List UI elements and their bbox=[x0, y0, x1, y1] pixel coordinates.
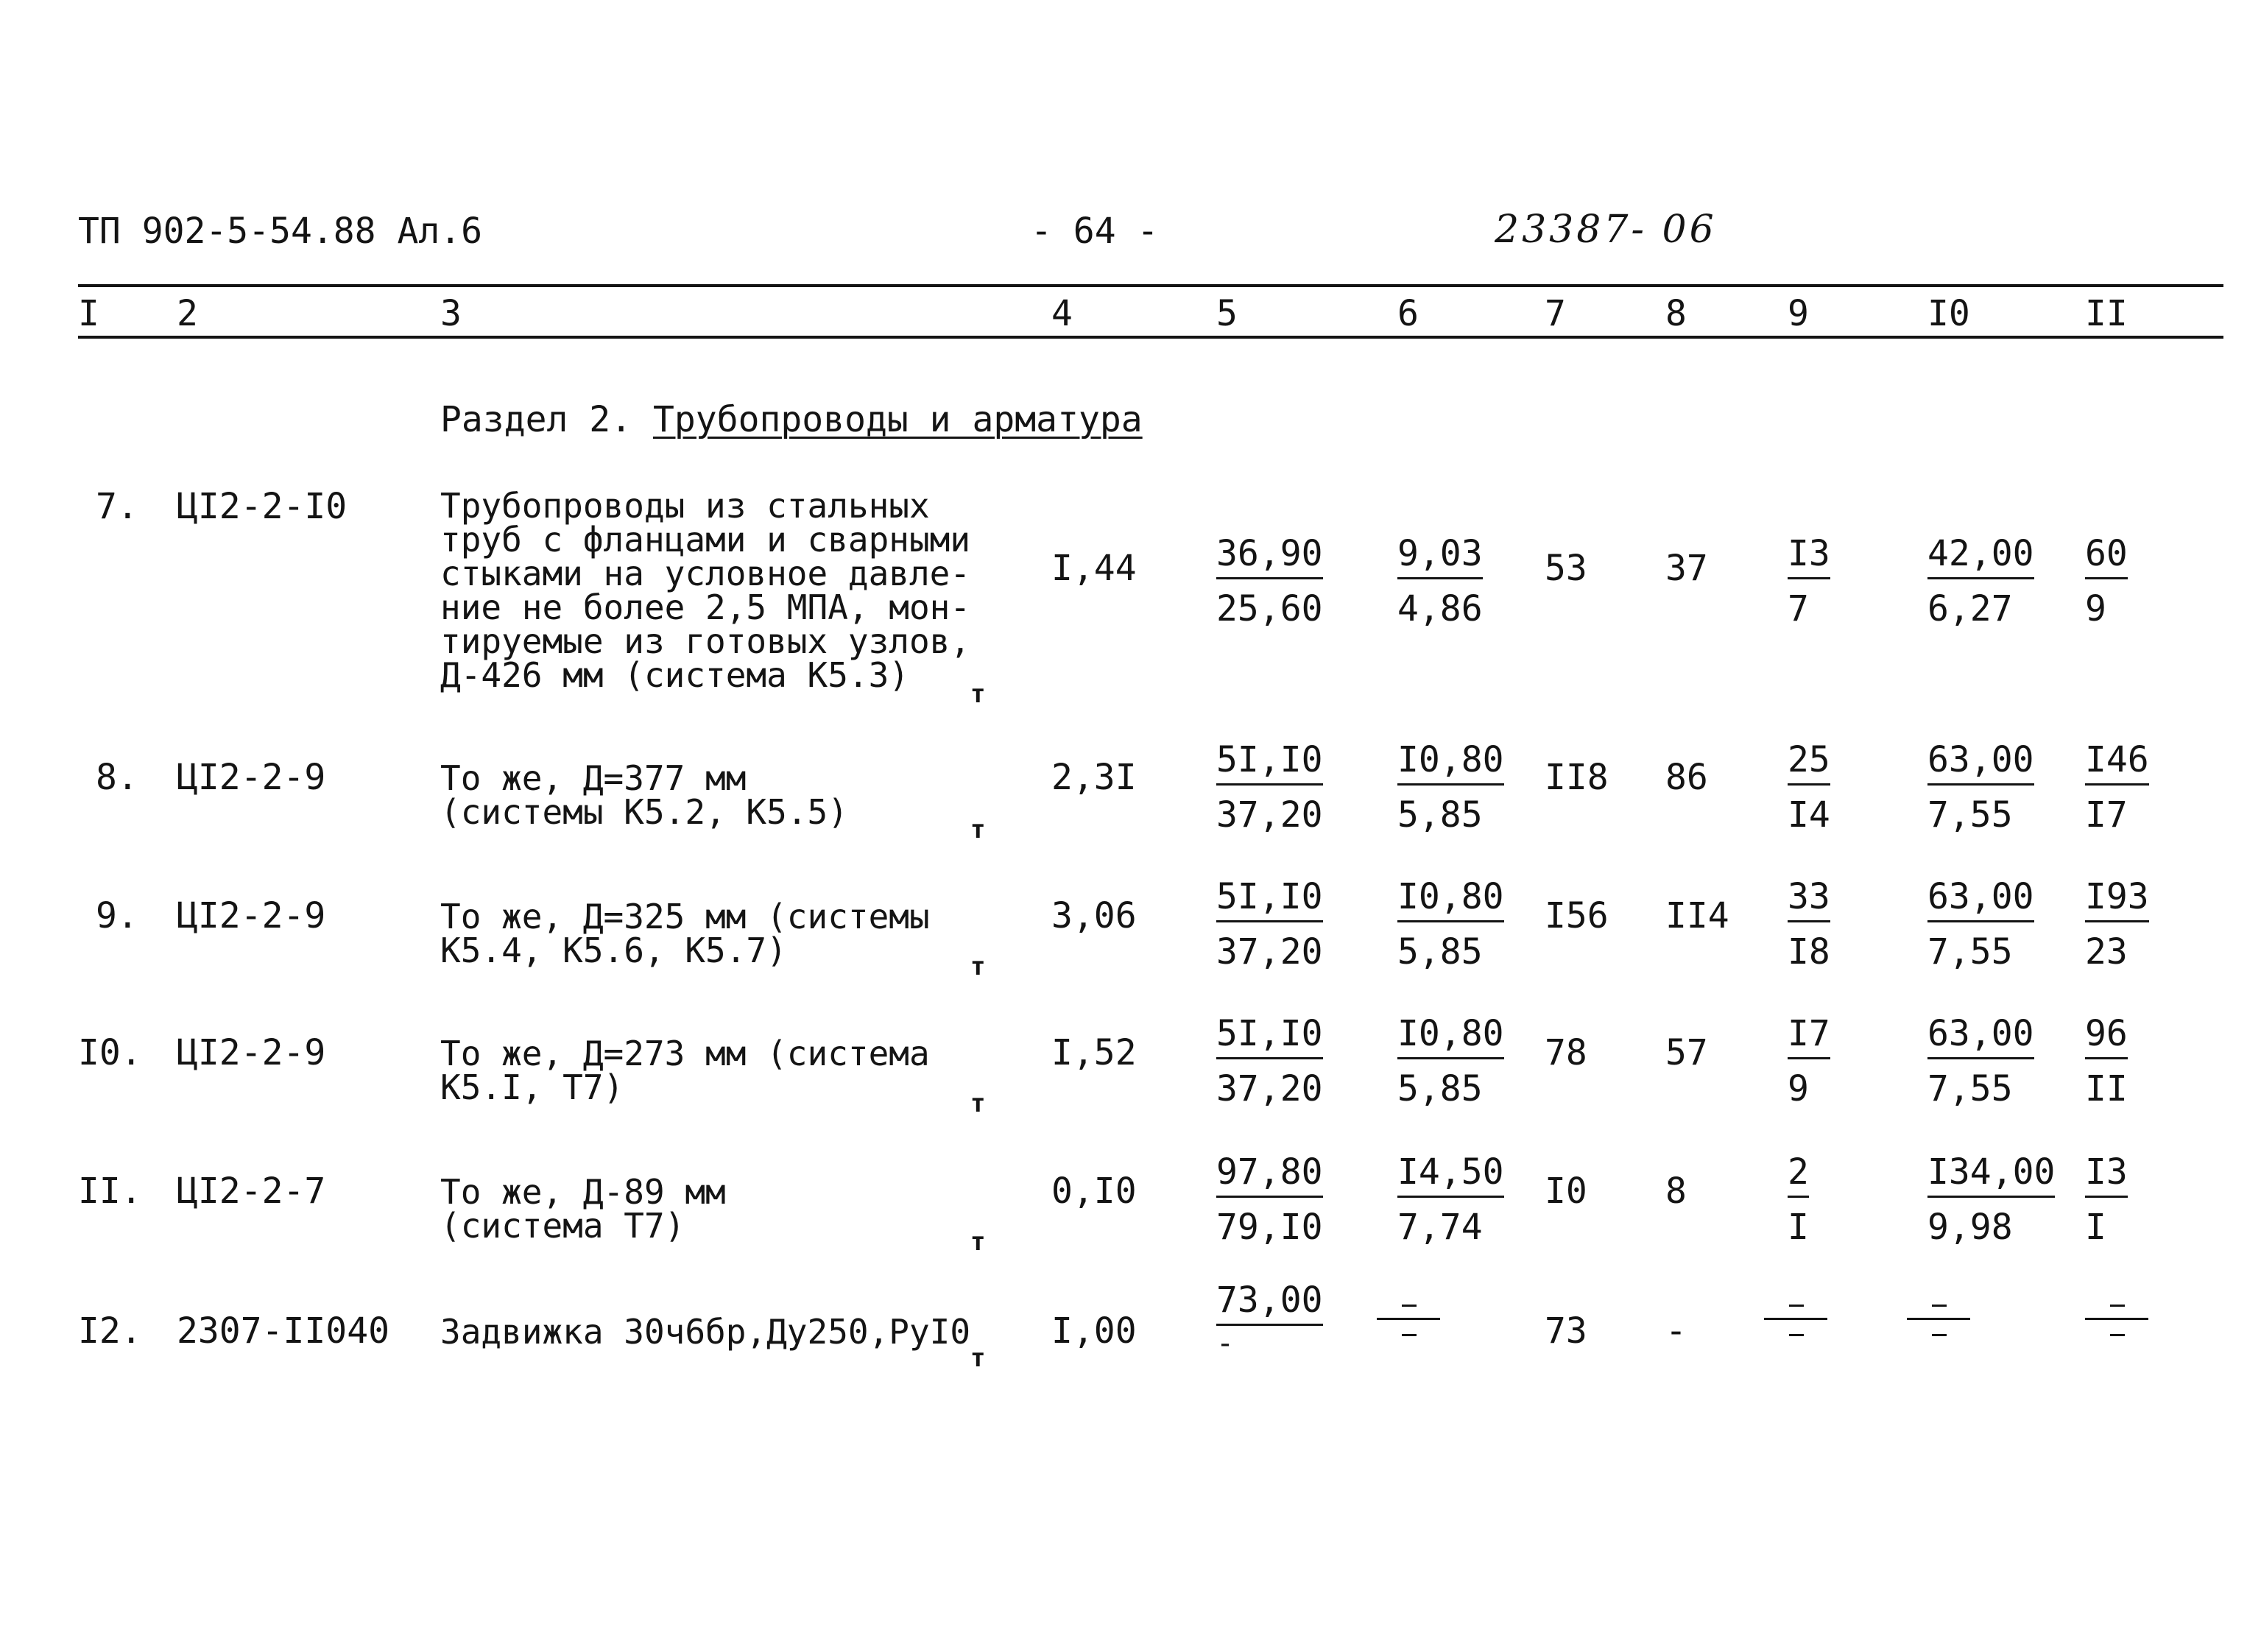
column-header-7: 7 bbox=[1545, 293, 1566, 334]
unit-mark: т bbox=[970, 1089, 986, 1118]
row-number: II. bbox=[78, 1171, 142, 1212]
row-col5-bottom: 37,20 bbox=[1216, 931, 1323, 973]
page-number: - 64 - bbox=[1031, 211, 1159, 252]
row-col5-fraction bbox=[1216, 533, 1323, 629]
row-col6-bottom: 4,86 bbox=[1397, 588, 1483, 629]
row-code: ЦI2-2-9 bbox=[177, 757, 326, 798]
column-header-1: I bbox=[78, 293, 99, 334]
row-col5-bottom: 37,20 bbox=[1216, 1068, 1323, 1109]
column-header-5: 5 bbox=[1216, 293, 1238, 334]
row-col10-fraction bbox=[1927, 533, 2034, 629]
row-number: I0. bbox=[78, 1032, 142, 1073]
row-col6-top: I0,80 bbox=[1397, 1013, 1504, 1054]
section-heading bbox=[440, 399, 1143, 440]
row-col10-top: 63,00 bbox=[1927, 876, 2034, 917]
row-col9-bottom: I bbox=[1788, 1207, 1809, 1248]
row-col11-fraction bbox=[2085, 533, 2128, 629]
row-col4: I,52 bbox=[1051, 1032, 1137, 1073]
row-code: 2307-II040 bbox=[177, 1310, 389, 1352]
table-header-rule bbox=[78, 336, 2223, 339]
table-top-rule bbox=[78, 284, 2223, 287]
row-col7: I56 bbox=[1545, 895, 1609, 936]
row-col9-bottom: 7 bbox=[1788, 588, 1809, 629]
row-number: 7. bbox=[96, 486, 138, 527]
row-col8: 86 bbox=[1665, 757, 1708, 798]
row-col6-bottom: 5,85 bbox=[1397, 1068, 1483, 1109]
row-code: ЦI2-2-9 bbox=[177, 895, 326, 936]
row-col4: I,00 bbox=[1051, 1310, 1137, 1352]
column-header-2: 2 bbox=[177, 293, 198, 334]
row-col6-dash-fraction bbox=[1377, 1303, 1440, 1340]
row-col10-bottom: 7,55 bbox=[1927, 1068, 2013, 1109]
row-col9-fraction bbox=[1788, 739, 1830, 836]
row-col10-top: I34,00 bbox=[1927, 1151, 2056, 1193]
row-col5-top: 36,90 bbox=[1216, 533, 1323, 574]
row-col6-top: I0,80 bbox=[1397, 739, 1504, 780]
row-col9-fraction bbox=[1788, 876, 1830, 973]
row-col11-fraction bbox=[2085, 739, 2149, 836]
row-col7: I0 bbox=[1545, 1171, 1587, 1212]
row-col10-bottom: 7,55 bbox=[1927, 794, 2013, 836]
row-description: То же, Д=273 мм (система К5.I, Т7) bbox=[440, 1034, 930, 1107]
row-col9-bottom: 9 bbox=[1788, 1068, 1809, 1109]
row-col11-top: 96 bbox=[2085, 1013, 2128, 1054]
row-col9-top: 33 bbox=[1788, 876, 1830, 917]
row-col5-bottom: 79,I0 bbox=[1216, 1207, 1323, 1248]
row-col9-bottom: I4 bbox=[1788, 794, 1830, 836]
row-col6-fraction bbox=[1397, 1013, 1504, 1109]
row-col7: 53 bbox=[1545, 548, 1587, 589]
column-header-11: II bbox=[2085, 293, 2128, 334]
row-col11-fraction bbox=[2085, 1151, 2128, 1248]
row-col9-top: I7 bbox=[1788, 1013, 1830, 1054]
row-col9-fraction bbox=[1788, 1013, 1830, 1109]
row-number: 9. bbox=[96, 895, 138, 936]
row-number: I2. bbox=[78, 1310, 142, 1352]
unit-mark: т bbox=[970, 679, 986, 709]
row-col11-bottom: 9 bbox=[2085, 588, 2106, 629]
row-col5-fraction bbox=[1216, 876, 1323, 973]
row-description: Задвижка 30ч6бр,Ду250,РуI0 bbox=[440, 1312, 971, 1352]
row-col4: 3,06 bbox=[1051, 895, 1137, 936]
row-col10-fraction bbox=[1927, 876, 2034, 973]
row-col8: 57 bbox=[1665, 1032, 1708, 1073]
row-col9-dash-fraction bbox=[1764, 1303, 1827, 1340]
row-col10-bottom: 6,27 bbox=[1927, 588, 2013, 629]
column-header-8: 8 bbox=[1665, 293, 1687, 334]
row-col10-fraction bbox=[1927, 1013, 2034, 1109]
row-col6-top: I4,50 bbox=[1397, 1151, 1504, 1193]
row-col11-bottom: I bbox=[2085, 1207, 2106, 1248]
row-col10-bottom: 9,98 bbox=[1927, 1207, 2013, 1248]
row-col6-bottom: 5,85 bbox=[1397, 931, 1483, 973]
row-col11-top: I3 bbox=[2085, 1151, 2128, 1193]
row-col11-bottom: I7 bbox=[2085, 794, 2128, 836]
row-col5-top: 5I,I0 bbox=[1216, 739, 1323, 780]
unit-mark: т bbox=[970, 1344, 986, 1373]
unit-mark: т bbox=[970, 952, 986, 981]
row-code: ЦI2-2-I0 bbox=[177, 486, 348, 527]
row-col8: II4 bbox=[1665, 895, 1729, 936]
row-col6-fraction bbox=[1397, 1151, 1504, 1248]
row-col6-top: 9,03 bbox=[1397, 533, 1483, 574]
row-col4: 2,3I bbox=[1051, 757, 1137, 798]
row-col6-top: I0,80 bbox=[1397, 876, 1504, 917]
row-col11-top: I93 bbox=[2085, 876, 2149, 917]
row-col5-bottom: 25,60 bbox=[1216, 588, 1323, 629]
column-header-6: 6 bbox=[1397, 293, 1419, 334]
row-col8: 8 bbox=[1665, 1171, 1687, 1212]
row-code: ЦI2-2-7 bbox=[177, 1171, 326, 1212]
row-col5-bottom: 37,20 bbox=[1216, 794, 1323, 836]
row-col4: 0,I0 bbox=[1051, 1171, 1137, 1212]
row-col11-top: 60 bbox=[2085, 533, 2128, 574]
unit-mark: т bbox=[970, 815, 986, 844]
row-description: То же, Д-89 мм (система Т7) bbox=[440, 1172, 726, 1246]
row-col9-top: I3 bbox=[1788, 533, 1830, 574]
row-number: 8. bbox=[96, 757, 138, 798]
column-header-10: I0 bbox=[1927, 293, 1970, 334]
document-code: ТП 902-5-54.88 Ал.6 bbox=[78, 211, 483, 252]
row-col9-fraction bbox=[1788, 533, 1830, 629]
row-col10-top: 63,00 bbox=[1927, 739, 2034, 780]
row-col5-top: 5I,I0 bbox=[1216, 876, 1323, 917]
row-col9-top: 2 bbox=[1788, 1151, 1809, 1193]
row-col7: II8 bbox=[1545, 757, 1609, 798]
row-col7: 73 bbox=[1545, 1310, 1587, 1352]
row-col5-fraction bbox=[1216, 1151, 1323, 1248]
row-col6-bottom: 5,85 bbox=[1397, 794, 1483, 836]
row-col6-bottom: 7,74 bbox=[1397, 1207, 1483, 1248]
row-col10-fraction bbox=[1927, 1151, 2056, 1248]
row-col4: I,44 bbox=[1051, 548, 1137, 589]
row-col9-top: 25 bbox=[1788, 739, 1830, 780]
row-col6-fraction bbox=[1397, 739, 1504, 836]
row-col5-top: 73,00 bbox=[1216, 1279, 1323, 1321]
row-col8: - bbox=[1665, 1310, 1687, 1352]
row-col11-fraction bbox=[2085, 876, 2149, 973]
column-header-9: 9 bbox=[1788, 293, 1809, 334]
row-col5-top: 5I,I0 bbox=[1216, 1013, 1323, 1054]
row-col6-fraction bbox=[1397, 533, 1483, 629]
row-description: То же, Д=325 мм (системы К5.4, К5.6, К5.7) bbox=[440, 897, 930, 970]
row-col10-top: 42,00 bbox=[1927, 533, 2034, 574]
section-prefix: Раздел 2. bbox=[440, 399, 632, 440]
row-col9-bottom: I8 bbox=[1788, 931, 1830, 973]
inventory-number: 23387- 06 bbox=[1495, 208, 1717, 252]
column-header-4: 4 bbox=[1051, 293, 1073, 334]
row-col10-top: 63,00 bbox=[1927, 1013, 2034, 1054]
row-code: ЦI2-2-9 bbox=[177, 1032, 326, 1073]
row-col11-bottom: 23 bbox=[2085, 931, 2128, 973]
unit-mark: т bbox=[970, 1227, 986, 1257]
row-col10-fraction bbox=[1927, 739, 2034, 836]
row-description: Трубопроводы из стальных труб с фланцами и сварными стыками на условное давле- ние не более 2,5 МПА, мон- тируемые из готовых узлов, Д-426 мм (система К5.3) bbox=[440, 486, 971, 695]
row-col5-top: 97,80 bbox=[1216, 1151, 1323, 1193]
row-col6-fraction bbox=[1397, 876, 1504, 973]
row-col5-fraction bbox=[1216, 1013, 1323, 1109]
row-col9-fraction bbox=[1788, 1151, 1809, 1248]
row-col5-fraction bbox=[1216, 739, 1323, 836]
row-col11-dash-fraction bbox=[2085, 1303, 2148, 1340]
row-col10-dash-fraction bbox=[1907, 1303, 1970, 1340]
column-header-3: 3 bbox=[440, 293, 462, 334]
row-col10-bottom: 7,55 bbox=[1927, 931, 2013, 973]
row-col11-bottom: II bbox=[2085, 1068, 2128, 1109]
row-description: То же, Д=377 мм (системы К5.2, К5.5) bbox=[440, 758, 848, 832]
row-col11-top: I46 bbox=[2085, 739, 2149, 780]
row-col8: 37 bbox=[1665, 548, 1708, 589]
row-col5-bottom: - bbox=[1216, 1327, 1235, 1360]
section-title: Трубопроводы и арматура bbox=[653, 399, 1143, 440]
row-col5-fraction bbox=[1216, 1279, 1323, 1360]
row-col11-fraction bbox=[2085, 1013, 2128, 1109]
row-col7: 78 bbox=[1545, 1032, 1587, 1073]
